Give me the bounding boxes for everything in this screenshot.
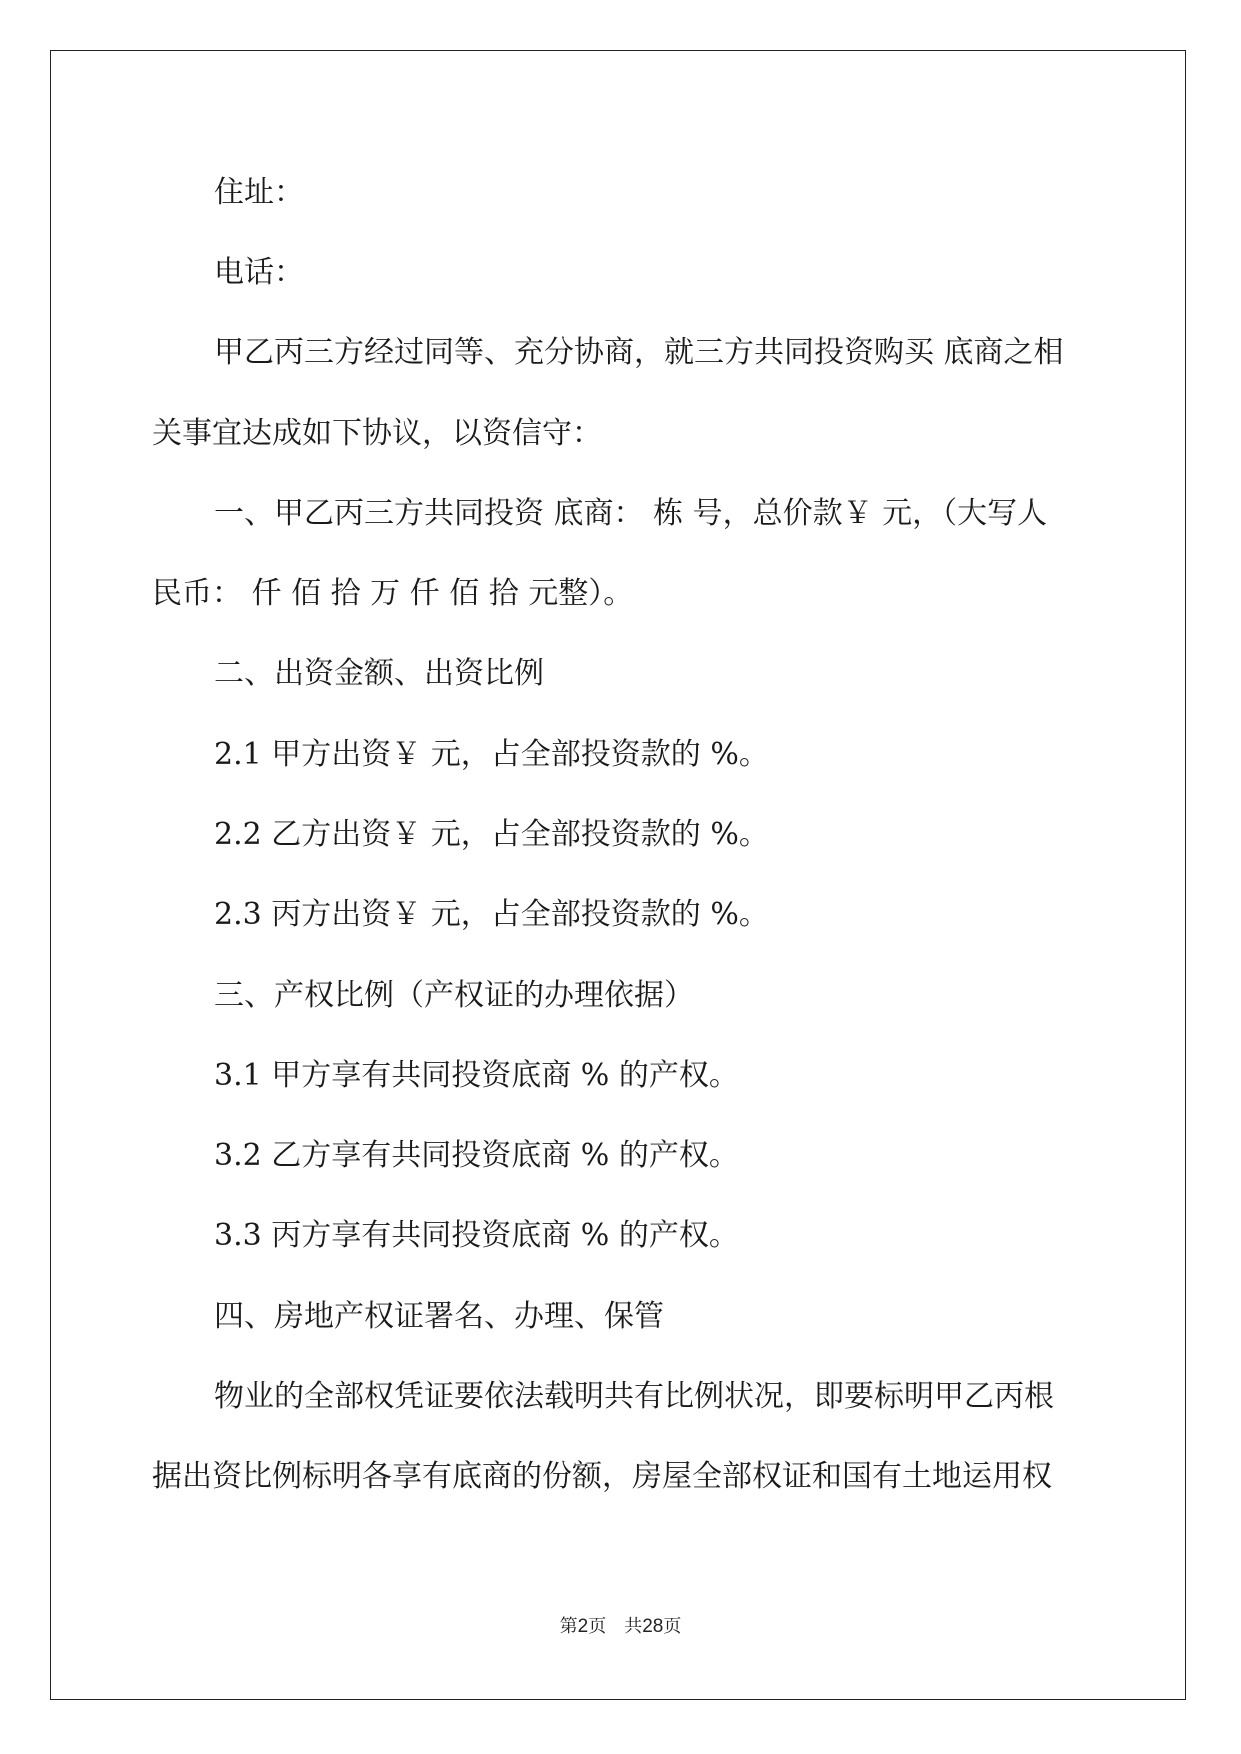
page-prefix: 第 bbox=[559, 1616, 578, 1637]
clause-2-3: 2.3 丙方出资￥ 元，占全部投资款的 %。 bbox=[214, 897, 769, 932]
intro-paragraph-line-2: 关事宜达成如下协议，以资信守： bbox=[152, 416, 602, 451]
page-border bbox=[50, 50, 1186, 1700]
clause-1-line-2: 民币： 仟 佰 拾 万 仟 佰 拾 元整）。 bbox=[152, 576, 634, 611]
section-3-heading: 三、产权比例（产权证的办理依据） bbox=[214, 978, 694, 1013]
section-4-paragraph-line-2: 据出资比例标明各享有底商的份额，房屋全部权证和国有土地运用权 bbox=[152, 1459, 1052, 1494]
current-page-number: 2 bbox=[577, 1616, 589, 1637]
clause-2-2: 2.2 乙方出资￥ 元，占全部投资款的 %。 bbox=[214, 817, 769, 852]
clause-3-3: 3.3 丙方享有共同投资底商 % 的产权。 bbox=[214, 1218, 739, 1253]
total-page-number: 28 bbox=[642, 1616, 664, 1637]
phone-line: 电话： bbox=[214, 255, 304, 290]
page-footer bbox=[0, 1612, 1241, 1638]
clause-3-2: 3.2 乙方享有共同投资底商 % 的产权。 bbox=[214, 1138, 739, 1173]
intro-paragraph-line-1: 甲乙丙三方经过同等、充分协商，就三方共同投资购买 底商之相 bbox=[214, 335, 1064, 370]
section-4-paragraph-line-1: 物业的全部权凭证要依法载明共有比例状况，即要标明甲乙丙根 bbox=[214, 1379, 1054, 1414]
section-2-heading: 二、出资金额、出资比例 bbox=[214, 656, 544, 691]
clause-3-1: 3.1 甲方享有共同投资底商 % 的产权。 bbox=[214, 1058, 739, 1093]
page-suffix: 页 bbox=[663, 1616, 682, 1637]
clause-1-line-1: 一、甲乙丙三方共同投资 底商： 栋 号，总价款￥ 元，（大写人 bbox=[214, 496, 1048, 531]
address-line: 住址： bbox=[214, 175, 304, 210]
page-mid: 页 共 bbox=[588, 1616, 643, 1637]
section-4-heading: 四、房地产权证署名、办理、保管 bbox=[214, 1299, 664, 1334]
clause-2-1: 2.1 甲方出资￥ 元，占全部投资款的 %。 bbox=[214, 737, 769, 772]
